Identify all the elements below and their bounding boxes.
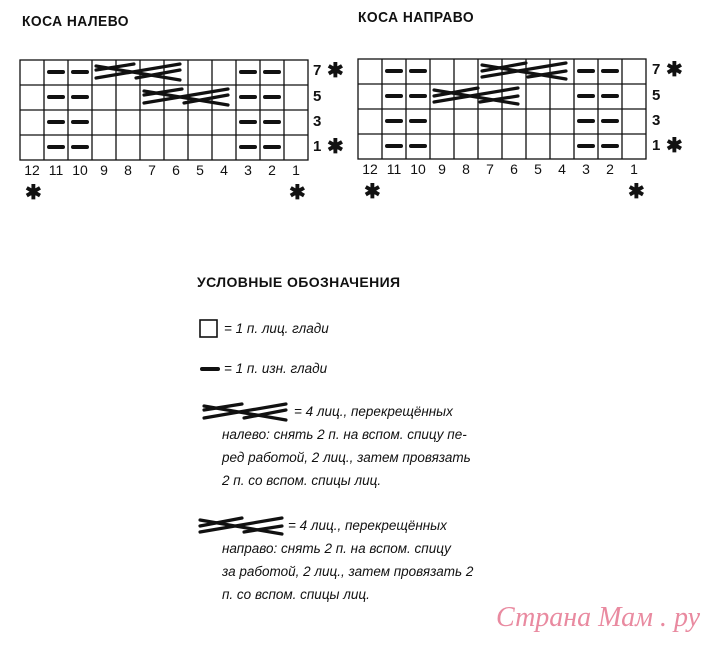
column-label: 2 (606, 161, 614, 177)
cross-right-line: п. со вспом. спицы лиц. (222, 587, 370, 602)
watermark: Страна Мам . ру (496, 602, 701, 633)
column-label: 8 (124, 162, 132, 178)
row-label-5: 5 (313, 88, 322, 105)
column-label: 6 (172, 162, 180, 178)
cross-left-line: 2 п. со вспом. спицы лиц. (222, 473, 382, 488)
column-label: 1 (630, 161, 638, 177)
cross-left-line: ред работой, 2 лиц., затем провязать (222, 450, 471, 465)
column-label: 3 (582, 161, 590, 177)
column-label: 11 (386, 161, 402, 177)
left-chart-title: КОСА НАЛЕВО (22, 13, 129, 30)
legend-knit-text: = 1 п. лиц. глади (224, 321, 329, 336)
right-cable-cross-row5 (434, 88, 518, 104)
row-star-icon: ✱ (327, 60, 344, 82)
row-label-7: 7 (652, 61, 661, 78)
column-label: 7 (486, 161, 494, 177)
cross-left-line: = 4 лиц., перекрещённых (294, 404, 453, 419)
column-label: 12 (24, 162, 40, 178)
right-chart-title: КОСА НАПРАВО (358, 9, 475, 26)
legend-title: УСЛОВНЫЕ ОБОЗНАЧЕНИЯ (197, 274, 401, 290)
left-cable-cross-row5 (144, 89, 228, 105)
legend-cross-right-text (222, 514, 473, 606)
column-label: 8 (462, 161, 470, 177)
column-label: 3 (244, 162, 252, 178)
column-label: 4 (558, 161, 566, 177)
column-label: 12 (362, 161, 378, 177)
column-label: 5 (534, 161, 542, 177)
row-label-7: 7 (313, 62, 322, 79)
column-label: 1 (292, 162, 300, 178)
bottom-star-icon: ✱ (25, 182, 42, 204)
left-chart-grid (20, 60, 308, 160)
row-label-5: 5 (652, 87, 661, 104)
column-label: 11 (48, 162, 64, 178)
right-cable-cross-row7 (482, 63, 566, 79)
column-label: 4 (220, 162, 228, 178)
column-label: 2 (268, 162, 276, 178)
column-label: 7 (148, 162, 156, 178)
row-star-icon: ✱ (327, 136, 344, 158)
row-star-icon: ✱ (666, 135, 683, 157)
column-label: 9 (100, 162, 108, 178)
bottom-star-icon: ✱ (289, 182, 306, 204)
cross-right-line: = 4 лиц., перекрещённых (288, 518, 447, 533)
column-label: 6 (510, 161, 518, 177)
left-cable-cross-row7 (96, 64, 180, 80)
column-label: 10 (410, 161, 426, 177)
column-label: 9 (438, 161, 446, 177)
row-label-3: 3 (652, 112, 661, 129)
row-label-1: 1 (652, 137, 661, 154)
cross-left-line: налево: снять 2 п. на вспом. спицу пе- (222, 427, 467, 442)
column-label: 5 (196, 162, 204, 178)
row-star-icon: ✱ (666, 59, 683, 81)
column-label: 10 (72, 162, 88, 178)
legend-purl-text: = 1 п. изн. глади (224, 361, 328, 376)
cross-right-line: за работой, 2 лиц., затем провязать 2 (222, 564, 474, 579)
row-label-1: 1 (313, 138, 322, 155)
bottom-star-icon: ✱ (364, 181, 381, 203)
row-label-3: 3 (313, 113, 322, 130)
legend-cross-left-text (222, 400, 471, 492)
knit-symbol-box (200, 320, 217, 337)
cross-right-line: направо: снять 2 п. на вспом. спицу (222, 541, 451, 556)
bottom-star-icon: ✱ (628, 181, 645, 203)
